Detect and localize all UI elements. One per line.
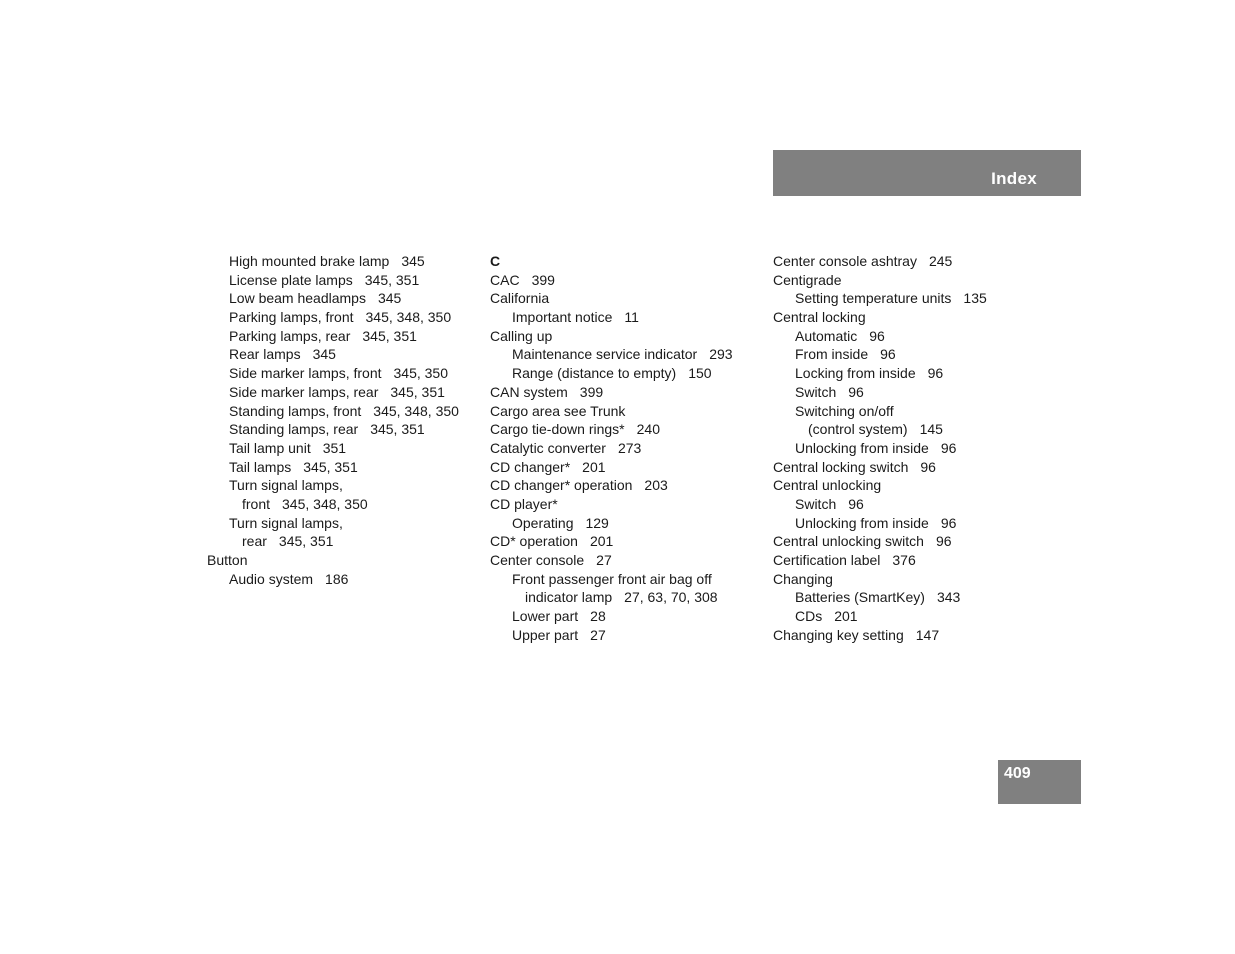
index-entry-pages: 96 xyxy=(920,458,936,475)
index-entry-term: License plate lamps xyxy=(229,271,353,288)
index-entry-term: Side marker lamps, front xyxy=(229,365,382,382)
index-entry-pages: 345, 348, 350 xyxy=(282,495,368,512)
index-entry xyxy=(490,345,733,364)
index-entry xyxy=(490,271,733,290)
index-entry xyxy=(207,289,459,308)
index-entry-term: Audio system xyxy=(229,570,314,587)
index-entry-term: Automatic xyxy=(795,327,858,344)
index-entry-term: Cargo tie-down rings* xyxy=(490,421,625,438)
index-entry xyxy=(490,327,733,346)
index-entry-pages: 96 xyxy=(869,327,885,344)
section-title: Index xyxy=(991,169,1037,188)
index-entry xyxy=(490,458,733,477)
index-entry-term: Switch xyxy=(795,495,837,512)
index-entry-term: CD player* xyxy=(490,495,558,512)
index-entry xyxy=(490,607,733,626)
index-entry-pages: 201 xyxy=(589,533,614,550)
index-entry xyxy=(490,420,733,439)
index-entry xyxy=(207,458,459,477)
index-entry-pages: 273 xyxy=(617,439,642,456)
index-entry xyxy=(490,626,733,645)
index-entry-pages: 11 xyxy=(624,309,639,326)
index-entry-pages: 343 xyxy=(936,589,961,606)
index-entry-term: Switching on/off xyxy=(795,402,894,419)
index-entry-pages: 245 xyxy=(928,253,953,269)
index-entry xyxy=(207,252,459,271)
index-entry xyxy=(207,271,459,290)
index-entry-term: Low beam headlamps xyxy=(229,290,366,307)
index-entry-term: Unlocking from inside xyxy=(795,514,929,531)
index-entry xyxy=(207,570,459,589)
index-letter-heading xyxy=(490,252,733,271)
index-entry xyxy=(207,383,459,402)
index-entry-pages: 27 xyxy=(590,626,606,643)
index-entry-term: Locking from inside xyxy=(795,365,916,382)
index-entry-pages: 345, 351 xyxy=(362,327,417,344)
index-entry-pages: 345, 351 xyxy=(278,533,334,550)
page-number: 409 xyxy=(1004,765,1031,782)
index-entry xyxy=(207,476,459,495)
index-entry-term: C xyxy=(490,253,501,269)
index-entry-term: Changing xyxy=(773,570,833,587)
index-entry-pages: 96 xyxy=(940,514,957,531)
index-entry-pages: 203 xyxy=(644,477,668,494)
index-entry-term: Tail lamps xyxy=(229,458,292,475)
index-entry-term: Cargo area see Trunk xyxy=(490,402,626,419)
index-entry-term: Parking lamps, front xyxy=(229,309,354,326)
index-entry-pages: 129 xyxy=(585,514,609,531)
index-entry xyxy=(207,495,459,514)
index-entry-term: CAN system xyxy=(490,383,568,400)
index-entry-pages: 399 xyxy=(531,271,555,288)
index-entry xyxy=(773,252,987,271)
index-entry-pages: 96 xyxy=(848,383,864,400)
index-entry-term: Central unlocking switch xyxy=(773,533,924,550)
index-entry xyxy=(490,570,733,589)
index-entry-term: Front passenger front air bag off xyxy=(512,570,712,587)
index-entry xyxy=(773,495,987,514)
index-entry xyxy=(490,514,733,533)
index-entry-pages: 147 xyxy=(915,626,940,643)
index-entry-term: Button xyxy=(207,552,248,568)
index-entry xyxy=(773,308,987,327)
index-entry-term: Unlocking from inside xyxy=(795,439,929,456)
index-entry xyxy=(773,271,987,290)
index-entry xyxy=(773,532,987,551)
index-entry xyxy=(490,402,733,421)
index-entry-pages: 28 xyxy=(590,608,606,625)
index-entry-pages: 345, 351 xyxy=(390,383,445,400)
index-entry xyxy=(773,551,987,570)
index-entry xyxy=(490,289,733,308)
index-entry-pages: 240 xyxy=(636,421,660,438)
index-entry-term: Changing key setting xyxy=(773,626,904,643)
page-number-tab xyxy=(998,760,1081,804)
index-entry-term: Calling up xyxy=(490,327,553,344)
index-entry-pages: 345, 351 xyxy=(364,271,420,288)
index-entry-term: CD* operation xyxy=(490,533,578,550)
index-entry-term: Catalytic converter xyxy=(490,439,606,456)
index-entry-term: Side marker lamps, rear xyxy=(229,383,379,400)
index-entry-term: Important notice xyxy=(512,309,613,326)
index-column-2 xyxy=(490,252,733,644)
index-entry xyxy=(773,364,987,383)
index-entry-term: rear xyxy=(242,533,267,550)
index-entry-pages: 345, 350 xyxy=(393,365,448,382)
index-entry-term: CD changer* operation xyxy=(490,477,633,494)
index-entry xyxy=(207,420,459,439)
index-entry-pages: 345 xyxy=(401,253,425,269)
index-entry-term: Centigrade xyxy=(773,271,842,288)
index-entry-pages: 145 xyxy=(919,421,943,438)
index-entry-pages: 399 xyxy=(579,383,604,400)
index-entry-term: Central locking xyxy=(773,309,866,326)
index-entry xyxy=(207,308,459,327)
index-entry xyxy=(207,514,459,533)
index-entry-term: Maintenance service indicator xyxy=(512,346,698,363)
index-entry-term: CAC xyxy=(490,271,520,288)
index-entry-term: Standing lamps, rear xyxy=(229,421,359,438)
index-entry-pages: 96 xyxy=(935,533,952,550)
index-entry-pages: 96 xyxy=(940,439,957,456)
index-entry xyxy=(490,551,733,570)
index-entry-term: Turn signal lamps, xyxy=(229,477,343,494)
index-entry-term: Parking lamps, rear xyxy=(229,327,351,344)
index-entry xyxy=(773,420,987,439)
index-entry-term: (control system) xyxy=(808,421,908,438)
index-entry-pages: 27 xyxy=(596,552,612,568)
index-entry xyxy=(773,514,987,533)
index-entry-pages: 150 xyxy=(688,365,712,382)
index-entry-pages: 345, 348, 350 xyxy=(373,402,459,419)
index-entry-term: Switch xyxy=(795,383,837,400)
index-entry-term: indicator lamp xyxy=(525,589,613,606)
index-entry-pages: 27, 63, 70, 308 xyxy=(624,589,718,606)
index-entry-pages: 376 xyxy=(892,552,916,568)
index-entry xyxy=(773,289,987,308)
index-entry-term: Rear lamps xyxy=(229,346,301,363)
index-entry xyxy=(207,345,459,364)
index-entry-pages: 96 xyxy=(880,346,896,363)
index-entry-term: Operating xyxy=(512,514,574,531)
index-entry-term: Standing lamps, front xyxy=(229,402,362,419)
index-entry-pages: 201 xyxy=(582,458,606,475)
index-entry-pages: 96 xyxy=(848,495,864,512)
index-entry-pages: 135 xyxy=(963,290,987,307)
index-entry xyxy=(773,345,987,364)
index-entry xyxy=(490,308,733,327)
index-entry-term: CDs xyxy=(795,608,823,625)
index-entry xyxy=(773,476,987,495)
index-entry-pages: 345 xyxy=(312,346,336,363)
index-entry-pages: 345 xyxy=(377,290,402,307)
index-entry-term: Central unlocking xyxy=(773,477,882,494)
index-column-3 xyxy=(773,252,987,644)
index-entry xyxy=(207,439,459,458)
index-entry-term: Setting temperature units xyxy=(795,290,952,307)
index-entry xyxy=(773,383,987,402)
index-entry-pages: 96 xyxy=(927,365,944,382)
index-entry-term: Range (distance to empty) xyxy=(512,365,677,382)
index-entry-term: Tail lamp unit xyxy=(229,439,311,456)
index-entry xyxy=(773,439,987,458)
index-entry-pages: 345, 348, 350 xyxy=(365,309,452,326)
index-entry xyxy=(490,476,733,495)
index-entry-term: Lower part xyxy=(512,608,579,625)
index-entry xyxy=(490,588,733,607)
index-entry xyxy=(207,402,459,421)
index-entry-term: California xyxy=(490,290,550,307)
index-entry-term: Central locking switch xyxy=(773,458,909,475)
index-entry xyxy=(773,458,987,477)
index-entry-term: Center console xyxy=(490,552,585,568)
index-entry-pages: 293 xyxy=(709,346,733,363)
index-entry xyxy=(207,551,459,570)
index-entry-term: Turn signal lamps, xyxy=(229,514,343,531)
index-entry-term: front xyxy=(242,495,271,512)
index-entry-term: CD changer* xyxy=(490,458,571,475)
index-entry-term: From inside xyxy=(795,346,869,363)
index-entry-term: Upper part xyxy=(512,626,579,643)
index-entry xyxy=(490,495,733,514)
index-entry xyxy=(490,439,733,458)
section-header-tab xyxy=(773,150,1081,196)
index-column-1 xyxy=(207,252,459,588)
index-entry xyxy=(207,532,459,551)
index-entry-term: Certification label xyxy=(773,552,881,568)
index-entry xyxy=(490,383,733,402)
index-entry xyxy=(490,532,733,551)
index-entry xyxy=(773,570,987,589)
index-entry xyxy=(207,327,459,346)
index-entry xyxy=(490,364,733,383)
index-entry-term: High mounted brake lamp xyxy=(229,253,390,269)
index-entry-term: Batteries (SmartKey) xyxy=(795,589,925,606)
index-entry xyxy=(207,364,459,383)
index-entry-pages: 201 xyxy=(834,608,858,625)
index-entry-pages: 351 xyxy=(322,439,347,456)
index-entry xyxy=(773,588,987,607)
index-entry xyxy=(773,626,987,645)
index-entry-pages: 345, 351 xyxy=(370,421,425,438)
index-entry xyxy=(773,327,987,346)
index-entry-term: Center console ashtray xyxy=(773,253,917,269)
index-entry xyxy=(773,402,987,421)
index-entry-pages: 186 xyxy=(325,570,349,587)
index-entry xyxy=(773,607,987,626)
index-entry-pages: 345, 351 xyxy=(303,458,358,475)
